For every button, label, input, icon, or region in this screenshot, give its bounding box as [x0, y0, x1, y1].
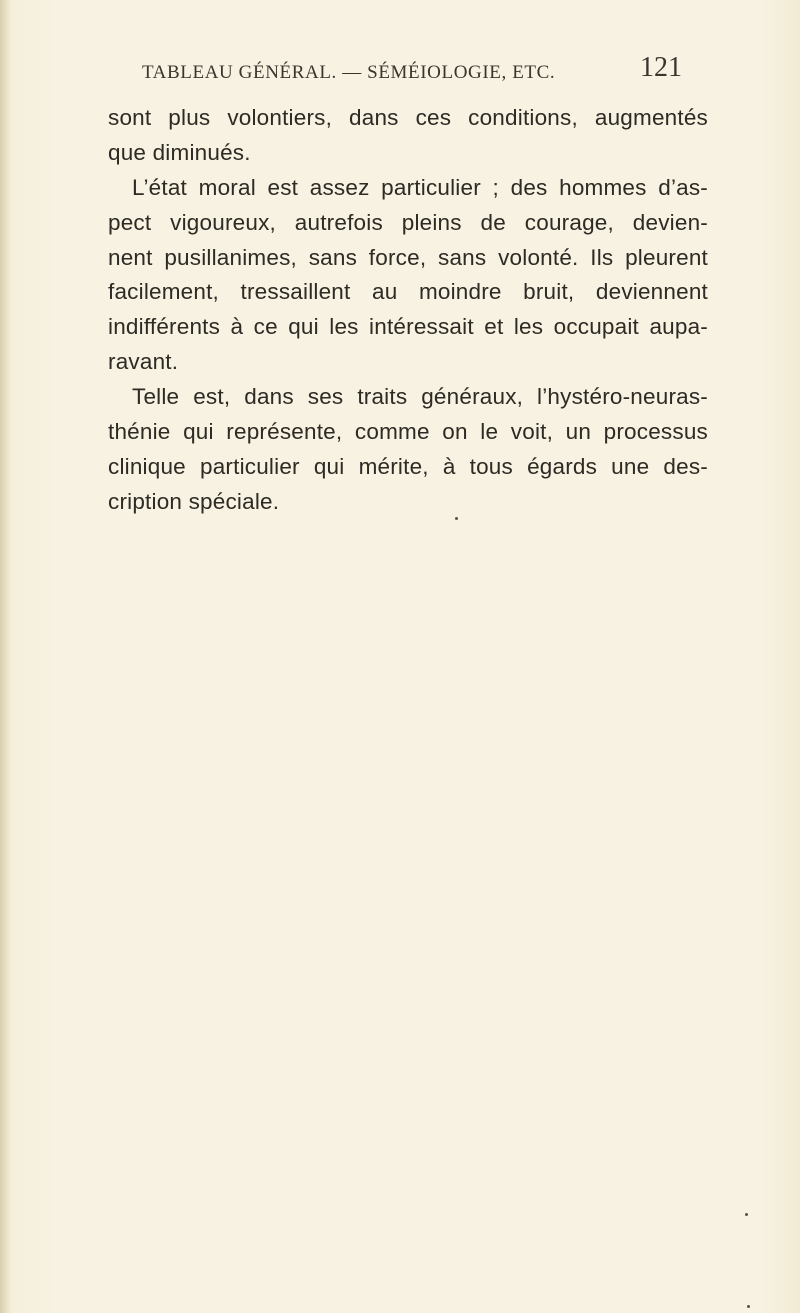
text-line: thénie qui représente, comme on le voit, un processus	[108, 419, 708, 445]
ink-speck	[745, 1213, 748, 1216]
header-title: TABLEAU GÉNÉRAL. — SÉMÉIOLOGIE, ETC.	[142, 62, 556, 83]
text-line: clinique particulier qui mérite, à tous égards une des-	[108, 453, 708, 479]
text-line: sont plus volontiers, dans ces conditions, augmentés	[108, 105, 708, 130]
text-line: que diminués.	[108, 139, 251, 165]
text-line: ravant.	[108, 349, 179, 375]
ink-speck	[455, 517, 458, 520]
page-number: 121	[640, 52, 682, 83]
paragraph-start-line: L’état moral est assez particulier ; des hommes d’as-	[132, 174, 708, 200]
body-text	[108, 101, 708, 520]
page-gutter-shadow	[0, 0, 10, 1313]
text-line: indifférents à ce qui les intéressait et les occupait aupa-	[108, 314, 708, 340]
paragraph-start-line: Telle est, dans ses traits généraux, l’hystéro-neuras-	[132, 384, 708, 410]
text-line: nent pusillanimes, sans force, sans volonté. Ils pleurent	[108, 244, 708, 270]
ink-speck	[747, 1305, 750, 1308]
text-line: facilement, tressaillent au moindre bruit, deviennent	[108, 279, 708, 305]
text-line: pect vigoureux, autrefois pleins de courage, devien-	[108, 209, 708, 235]
text-line: cription spéciale.	[108, 488, 280, 514]
running-header	[142, 52, 682, 88]
